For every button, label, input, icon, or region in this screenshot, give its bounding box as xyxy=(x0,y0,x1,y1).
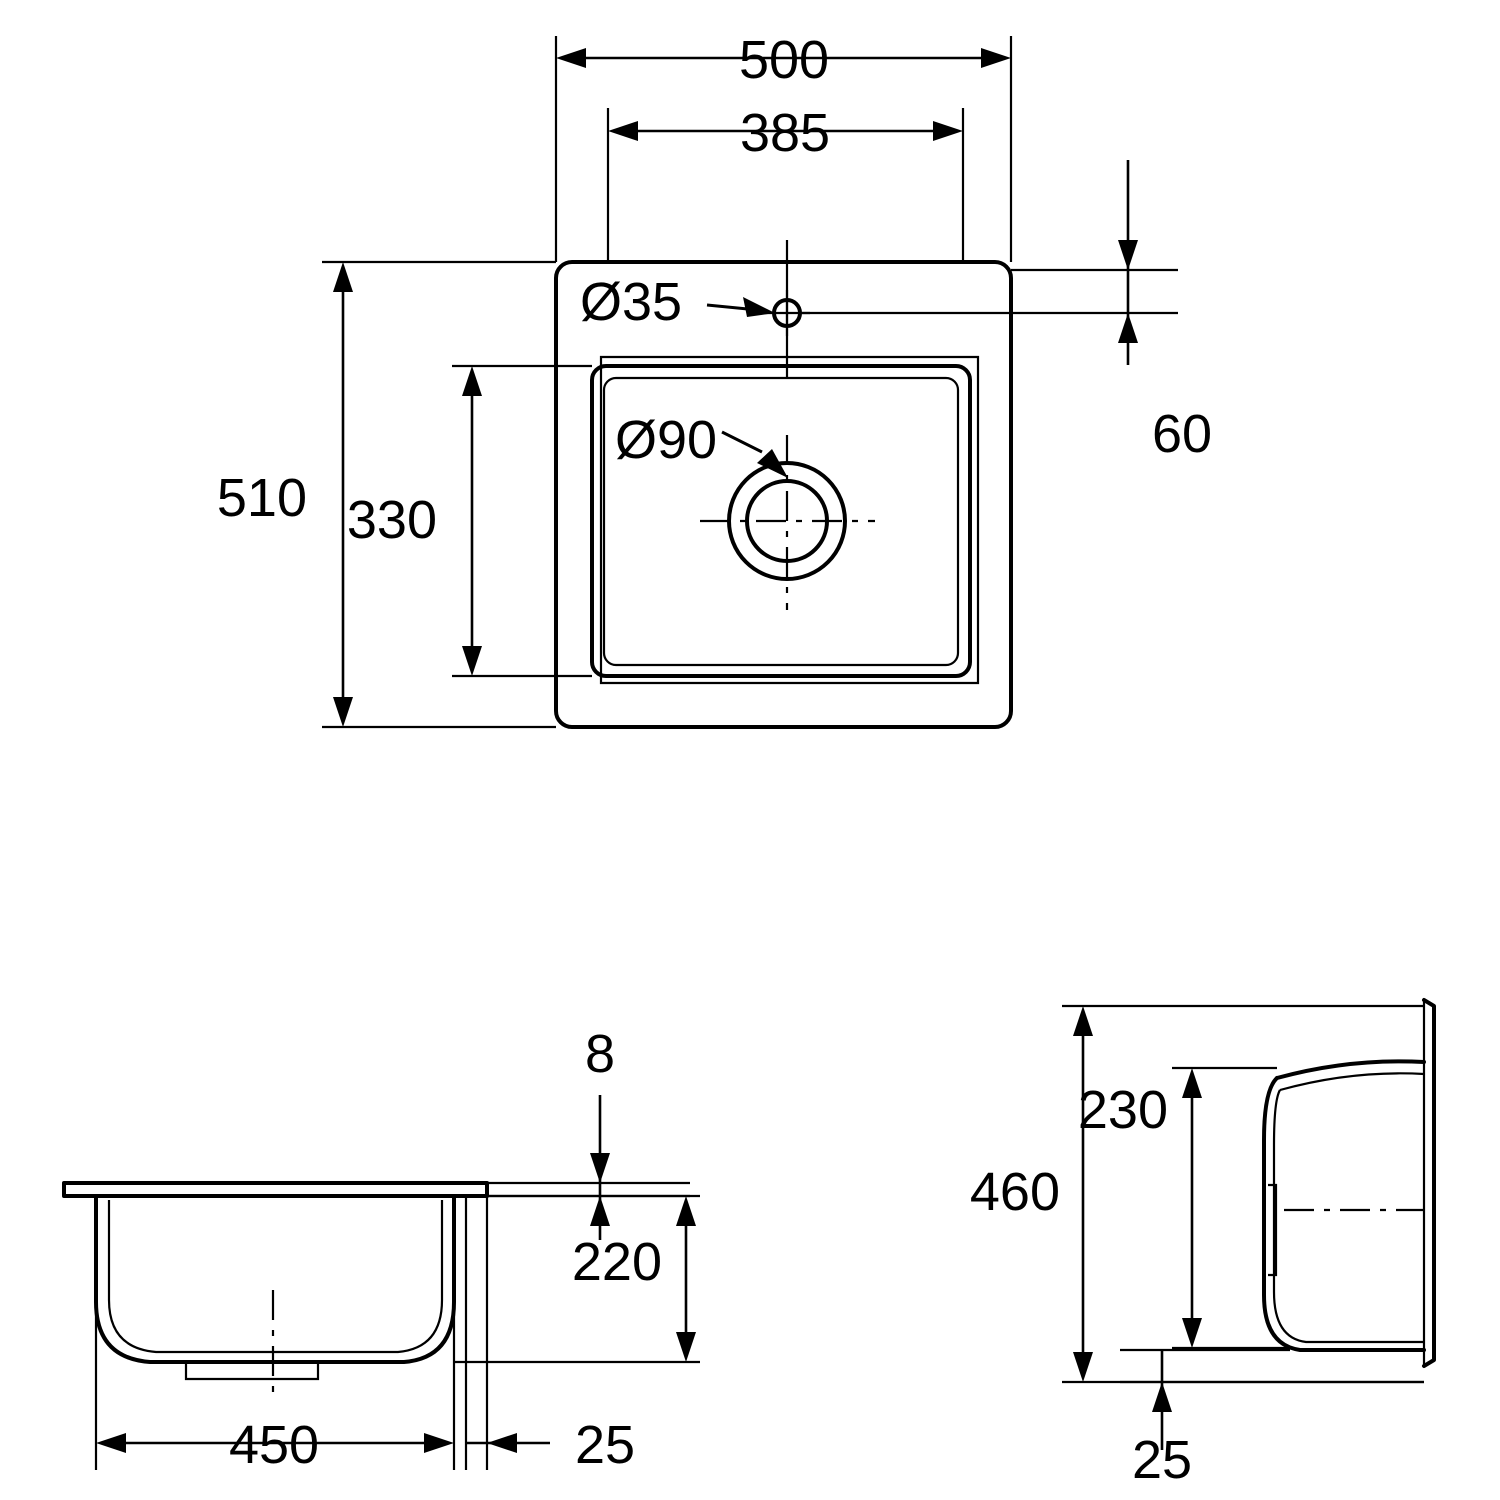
dim-side25-label: 25 xyxy=(1131,1430,1193,1490)
dim-330-label: 330 xyxy=(346,490,437,550)
front-section-view xyxy=(64,1024,700,1475)
arrow-450-left xyxy=(96,1433,126,1453)
sink-rim-inner-line xyxy=(601,357,978,683)
arrow-500-left xyxy=(556,48,586,68)
arrow-60-top xyxy=(1118,240,1138,270)
front-bowl-inner-line xyxy=(109,1200,442,1352)
arrow-230-top xyxy=(1182,1068,1202,1098)
leader-waste-hole xyxy=(722,432,762,452)
front-bowl-base xyxy=(186,1362,318,1379)
arrow-220-top xyxy=(676,1196,696,1226)
dim-8-label: 8 xyxy=(584,1024,616,1084)
arrow-510-bottom xyxy=(333,697,353,727)
dim-385-label: 385 xyxy=(739,103,831,163)
top-view xyxy=(217,30,1212,727)
arrow-220-bottom xyxy=(676,1332,696,1362)
callout-tap-hole-label: Ø35 xyxy=(580,272,683,332)
arrow-230-bottom xyxy=(1182,1318,1202,1348)
side-view xyxy=(970,1000,1434,1490)
dim-460-label: 460 xyxy=(969,1162,1060,1222)
arrow-side25 xyxy=(1152,1382,1172,1412)
side-bowl-profile-inner xyxy=(1274,1090,1424,1342)
dim-60-label: 60 xyxy=(1152,404,1213,464)
front-bowl-body xyxy=(96,1196,454,1362)
arrow-460-bottom xyxy=(1073,1352,1093,1382)
arrow-500-right xyxy=(981,48,1011,68)
arrow-510-top xyxy=(333,262,353,292)
arrow-8-bottom xyxy=(590,1196,610,1226)
callout-waste-hole-label: Ø90 xyxy=(615,410,718,470)
arrow-460-top xyxy=(1073,1006,1093,1036)
arrow-385-right xyxy=(933,121,963,141)
dim-230-label: 230 xyxy=(1077,1080,1168,1140)
arrow-330-top xyxy=(462,366,482,396)
dim-220-label: 220 xyxy=(571,1232,662,1292)
arrow-25-front xyxy=(487,1433,517,1453)
arrow-385-left xyxy=(608,121,638,141)
dim-510-label: 510 xyxy=(216,468,307,528)
arrow-450-right xyxy=(424,1433,454,1453)
arrow-8-top xyxy=(590,1153,610,1183)
arrow-330-bottom xyxy=(462,646,482,676)
side-rim-top-inner xyxy=(1280,1073,1424,1090)
dim-450-label: 450 xyxy=(228,1415,320,1475)
front-rim xyxy=(64,1183,487,1196)
arrow-60-bottom xyxy=(1118,313,1138,343)
dim-25-label: 25 xyxy=(575,1415,636,1475)
dim-500-label: 500 xyxy=(738,30,830,90)
side-back-plate xyxy=(1424,1000,1434,1366)
side-bowl-profile xyxy=(1264,1078,1424,1350)
